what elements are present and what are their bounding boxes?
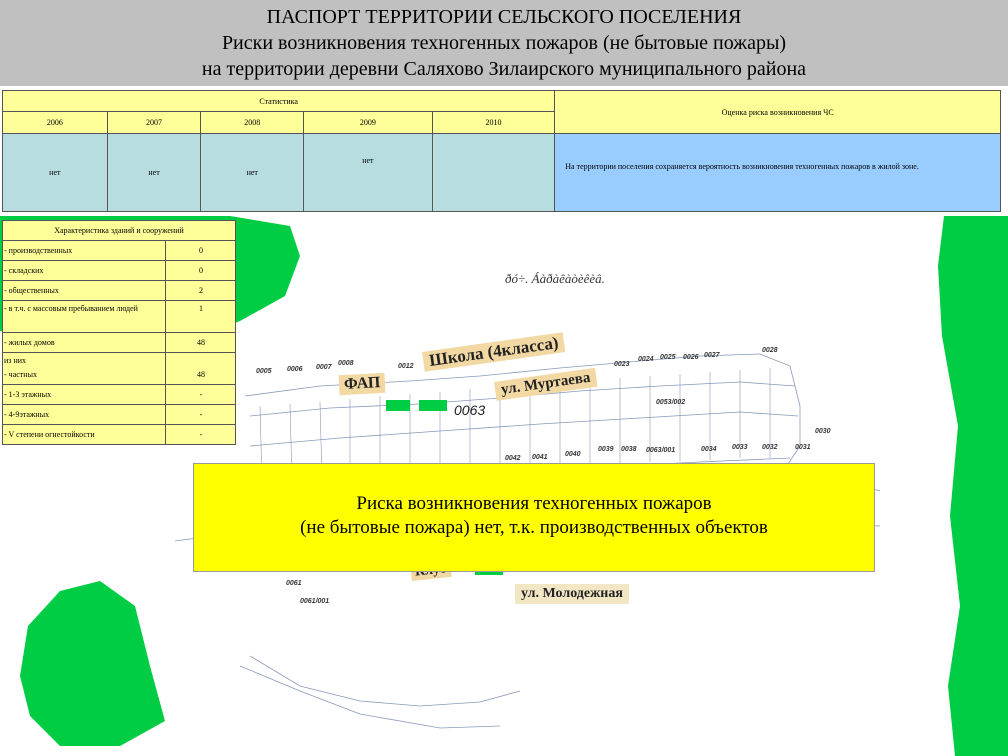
title-line-2: Риски возникновения техногенных пожаров (не бытовые пожары) <box>221 32 787 54</box>
year-2010: 2010 <box>432 112 555 134</box>
statistics-table <box>2 90 1001 212</box>
plot-number: 0026 <box>683 354 699 361</box>
plot-number: 0033 <box>732 444 748 451</box>
cadastral-code: 0063 <box>454 402 486 418</box>
value-2006: нет <box>3 134 108 212</box>
row-label: - 4-9этажных <box>3 405 166 425</box>
plot-number: 0008 <box>338 360 354 367</box>
value-2007: нет <box>107 134 201 212</box>
risk-assessment-title: Оценка риска возникновения ЧС <box>555 91 1001 134</box>
plot-number: 0039 <box>598 446 614 453</box>
plot-number: 0028 <box>762 347 778 354</box>
row-value: 0 <box>166 241 236 261</box>
plot-number: 0041 <box>532 454 548 461</box>
row-value: - <box>166 405 236 425</box>
year-2008: 2008 <box>201 112 304 134</box>
plot-number: 0025 <box>660 354 676 361</box>
table-row <box>3 425 236 445</box>
plot-number: 0024 <box>638 356 654 363</box>
table-row <box>3 405 236 425</box>
row-value: 48 <box>166 333 236 353</box>
title-line-3: на территории деревни Саляхово Зилаирского муниципального района <box>201 58 807 80</box>
plot-number: 0007 <box>316 364 332 371</box>
row-value: 48 <box>166 365 236 385</box>
school-building-marker <box>419 400 447 411</box>
plot-number: 0032 <box>762 444 778 451</box>
year-2009: 2009 <box>304 112 433 134</box>
forest-area-bottom-left <box>20 581 165 746</box>
value-2008: нет <box>201 134 304 212</box>
row-label: - 1-3 этажных <box>3 385 166 405</box>
table-row <box>3 261 236 281</box>
plot-number: 0040 <box>565 451 581 458</box>
title-line-1: ПАСПОРТ ТЕРРИТОРИИ СЕЛЬСКОГО ПОСЕЛЕНИЯ <box>266 6 742 28</box>
row-value: - <box>166 385 236 405</box>
row-label: из них <box>3 353 166 366</box>
title-header <box>0 0 1008 86</box>
row-value <box>166 353 236 366</box>
row-label: - складских <box>3 261 166 281</box>
plot-number: 0061 <box>286 580 302 587</box>
table-row <box>3 365 236 385</box>
row-label: - в т.ч. с массовым пребыванием людей <box>3 301 166 333</box>
table-row <box>3 301 236 333</box>
row-label: - производственных <box>3 241 166 261</box>
plot-number: 0027 <box>704 352 720 359</box>
row-label: - общественных <box>3 281 166 301</box>
plot-number: 0005 <box>256 368 272 375</box>
risk-assessment-text: На территории поселения сохраняется вероятность возникновения техногенных пожаров в жилой зоне. <box>555 134 1001 212</box>
plot-number: 0030 <box>815 428 831 435</box>
fap-label: ФАП <box>339 373 386 395</box>
plot-number: 0023 <box>614 361 630 368</box>
row-value: 0 <box>166 261 236 281</box>
risk-conclusion-banner <box>193 463 875 572</box>
row-label: - V степени огнестойкости <box>3 425 166 445</box>
value-2009: нет <box>304 134 433 212</box>
table-row <box>3 353 236 366</box>
plot-number: 0042 <box>505 455 521 462</box>
row-label: - жилых домов <box>3 333 166 353</box>
banner-line-2: (не бытовые пожара) нет, т.к. производственных объектов <box>300 517 768 538</box>
plot-number: 0061/001 <box>300 598 330 605</box>
plot-number: 0031 <box>795 444 811 451</box>
street-molodezhnaya-label: ул. Молодежная <box>515 584 629 604</box>
row-value: 1 <box>166 301 236 333</box>
characteristics-title: Характеристика зданий и сооружений <box>3 221 236 241</box>
statistics-title: Статистика <box>3 91 555 112</box>
forest-area-right <box>938 216 1008 756</box>
street-murtaeva-label: ул. Муртаева <box>494 368 598 401</box>
year-2007: 2007 <box>107 112 201 134</box>
plot-number: 0012 <box>398 363 414 370</box>
table-row <box>3 281 236 301</box>
plot-number: 0038 <box>621 446 637 453</box>
banner-line-1: Риска возникновения техногенных пожаров <box>356 493 712 514</box>
table-row <box>3 333 236 353</box>
plot-number: 0063/001 <box>646 447 676 454</box>
table-row <box>3 241 236 261</box>
plot-number: 0053/002 <box>656 399 686 406</box>
value-2010 <box>432 134 555 212</box>
row-value: 2 <box>166 281 236 301</box>
school-label: Школа (4класса) <box>422 332 566 372</box>
plot-number: 0006 <box>287 366 303 373</box>
village-name-label: ðó÷. Áàðàêàòèêèâ. <box>505 271 605 286</box>
fap-building-marker <box>386 400 410 411</box>
plot-number: 0034 <box>701 446 717 453</box>
year-2006: 2006 <box>3 112 108 134</box>
row-label: - частных <box>3 365 166 385</box>
row-value: - <box>166 425 236 445</box>
table-row <box>3 385 236 405</box>
building-characteristics-table <box>2 220 236 445</box>
